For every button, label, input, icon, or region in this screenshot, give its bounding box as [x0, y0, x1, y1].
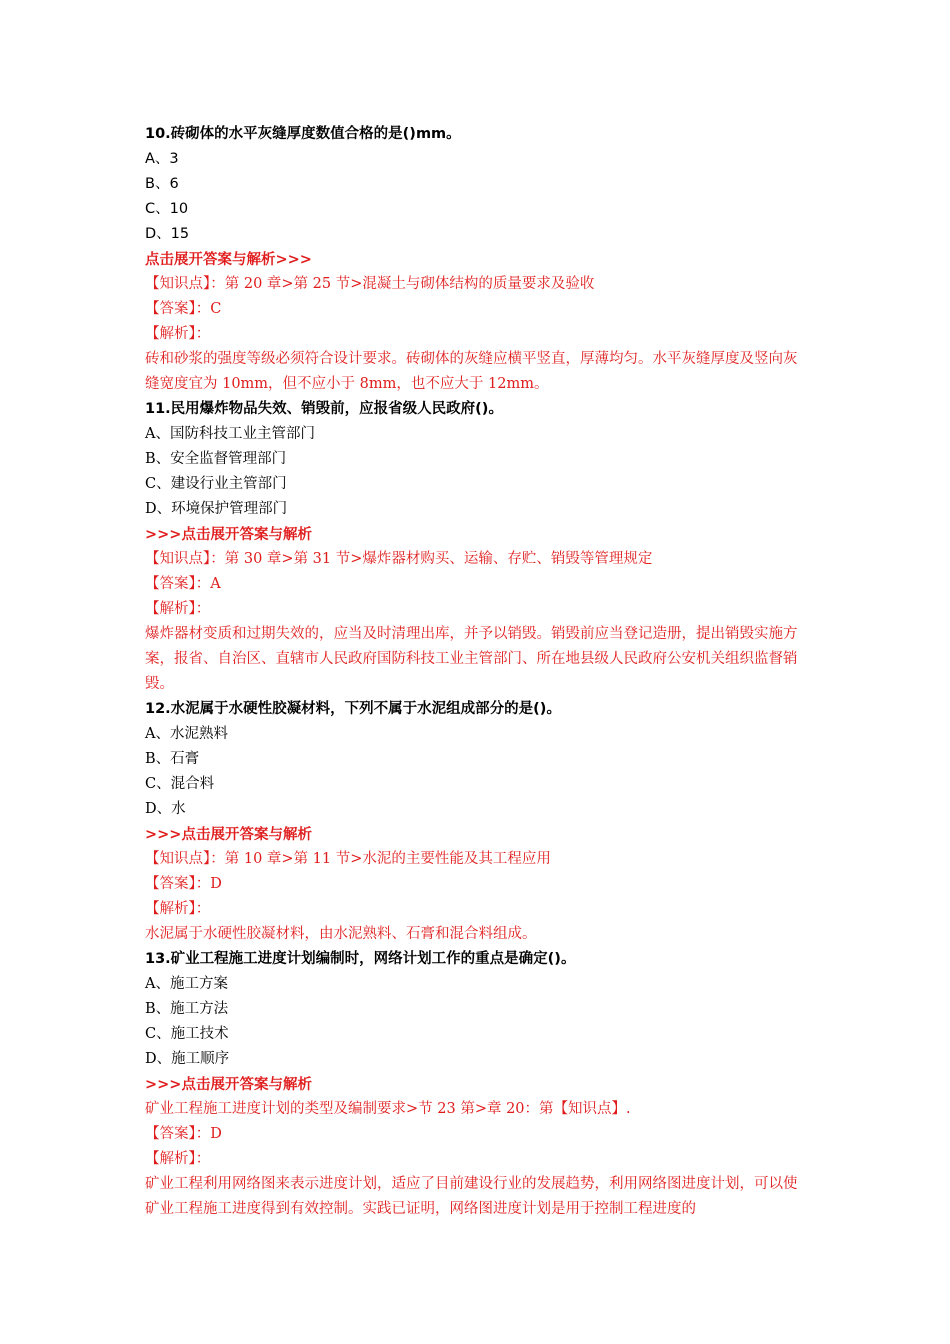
answer: 【答案】：A — [145, 576, 221, 592]
analysis-text: 水泥属于水硬性胶凝材料，由水泥熟料、石膏和混合料组成。 — [145, 926, 537, 942]
question-block — [145, 947, 810, 1222]
option-d: D、环境保护管理部门 — [145, 501, 288, 517]
expand-answer-link[interactable]: >>>点击展开答案与解析 — [145, 1076, 312, 1093]
question-title: 10.砖砌体的水平灰缝厚度数值合格的是()mm。 — [145, 126, 461, 142]
analysis-label: 【解析】： — [145, 326, 211, 342]
option-d: D、水 — [145, 801, 186, 817]
answer: 【答案】：D — [145, 1126, 222, 1142]
analysis-label: 【解析】： — [145, 901, 211, 917]
knowledge-point: 【知识点】：第 10 章>第 11 节>水泥的主要性能及其工程应用 — [145, 851, 551, 867]
knowledge-point: 矿业工程施工进度计划的类型及编制要求>节 23 第>章 20：第【知识点】. — [145, 1101, 631, 1117]
expand-answer-link[interactable]: >>>点击展开答案与解析 — [145, 826, 312, 843]
option-c: C、10 — [145, 201, 189, 217]
option-c: C、混合料 — [145, 776, 215, 792]
answer: 【答案】：D — [145, 876, 222, 892]
option-c: C、建设行业主管部门 — [145, 476, 287, 492]
question-block — [145, 697, 810, 947]
analysis-text: 砖和砂浆的强度等级必须符合设计要求。砖砌体的灰缝应横平竖直，厚薄均匀。水平灰缝厚度及竖向灰缝宽度宜为 10mm，但不应小于 8mm，也不应大于 12mm。 — [145, 351, 798, 392]
option-b: B、石膏 — [145, 751, 200, 767]
expand-answer-link[interactable]: >>>点击展开答案与解析 — [145, 526, 312, 543]
option-a: A、3 — [145, 151, 179, 167]
analysis-text: 矿业工程利用网络图来表示进度计划，适应了目前建设行业的发展趋势，利用网络图进度计划，可以使矿业工程施工进度得到有效控制。实践已证明，网络图进度计划是用于控制工程进度的 — [145, 1176, 798, 1217]
knowledge-point: 【知识点】：第 30 章>第 31 节>爆炸器材购买、运输、存贮、销毁等管理规定 — [145, 551, 653, 567]
option-a: A、国防科技工业主管部门 — [145, 426, 315, 442]
knowledge-point: 【知识点】：第 20 章>第 25 节>混凝土与砌体结构的质量要求及验收 — [145, 276, 595, 292]
option-b: B、安全监督管理部门 — [145, 451, 287, 467]
answer: 【答案】：C — [145, 301, 222, 317]
option-b: B、施工方法 — [145, 1001, 229, 1017]
analysis-label: 【解析】： — [145, 601, 211, 617]
question-block — [145, 122, 810, 397]
question-title: 11.民用爆炸物品失效、销毁前，应报省级人民政府()。 — [145, 401, 503, 417]
analysis-text: 爆炸器材变质和过期失效的，应当及时清理出库，并予以销毁。销毁前应当登记造册，提出销毁实施方案，报省、自治区、直辖市人民政府国防科技工业主管部门、所在地县级人民政府公安机关组织监督销毁。 — [145, 626, 798, 692]
option-c: C、施工技术 — [145, 1026, 229, 1042]
analysis-label: 【解析】： — [145, 1151, 211, 1167]
option-b: B、6 — [145, 176, 179, 192]
document-body — [145, 122, 810, 1222]
question-title: 13.矿业工程施工进度计划编制时，网络计划工作的重点是确定()。 — [145, 951, 576, 967]
option-a: A、水泥熟料 — [145, 726, 228, 742]
option-d: D、施工顺序 — [145, 1051, 230, 1067]
expand-answer-link[interactable]: 点击展开答案与解析>>> — [145, 251, 312, 268]
question-title: 12.水泥属于水硬性胶凝材料，下列不属于水泥组成部分的是()。 — [145, 701, 561, 717]
question-block — [145, 397, 810, 697]
option-a: A、施工方案 — [145, 976, 228, 992]
option-d: D、15 — [145, 226, 190, 242]
